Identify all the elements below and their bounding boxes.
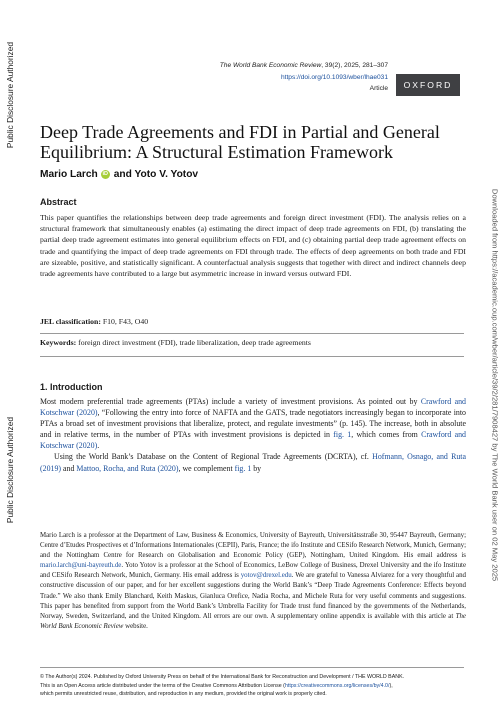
license-link[interactable]: https://creativecommons.org/licenses/by/4.0/: [284, 682, 390, 689]
figure-link[interactable]: fig. 1: [333, 430, 352, 440]
intro-body: [40, 396, 466, 474]
journal-info: [220, 60, 388, 95]
divider: [40, 333, 464, 334]
license-notice: © The Author(s) 2024. Published by Oxford University Press on behalf of the International Bank for Reconstruction and Development / THE WORLD BANK. This is an Open Access article distributed under the terms of the Creative Commons Attribution License (https://creativecommons.org/licenses/by/4.0/), which permits unrestricted reuse, distribution, and reproduction in any medium, provided the original work is properly cited.: [40, 674, 405, 698]
paper-title: Deep Trade Agreements and FDI in Partial and General Equilibrium: A Structural Estimation Framework: [40, 122, 440, 162]
doi-link[interactable]: https://doi.org/10.1093/wber/lhae031: [280, 73, 388, 81]
oxford-logo: OXFORD: [396, 74, 460, 96]
paragraph: Using the World Bank’s Database on the Content of Regional Trade Agreements (DCRTA), cf. Hofmann, Osnago, and Ruta (2019) and Mattoo, Rocha, and Ruta (2020), we complement fig. 1 by: [40, 452, 466, 473]
citation-link[interactable]: Crawford and Kotschwar (2020): [40, 430, 466, 451]
citation-link[interactable]: Crawford and Kotschwar (2020): [40, 397, 466, 418]
divider: [40, 667, 464, 668]
citation-link[interactable]: Mattoo, Rocha, and Ruta (2020): [76, 463, 179, 473]
abstract-heading: Abstract: [40, 197, 77, 207]
email-link[interactable]: yotov@drexel.edu: [240, 572, 292, 580]
disclosure-watermark-top: Public Disclosure Authorized: [5, 41, 15, 149]
author-line: [40, 169, 198, 180]
jel-classification: JEL classification: F10, F43, O40: [40, 317, 149, 326]
section-heading: 1. Introduction: [40, 382, 103, 392]
disclosure-watermark-bottom: Public Disclosure Authorized: [5, 416, 15, 524]
author-name: Mario Larch: [40, 169, 98, 180]
download-notice: Downloaded from https://academic.oup.com/wber/article/39/2/281/7908427 by The World Bank user on 02 May 2025: [490, 188, 500, 582]
abstract-text: This paper quantifies the relationships between deep trade agreements and foreign direct investment (FDI). The analysis relies on a structural framework that simultaneously enables (a) estimating the direct impact of deep trade agreements on FDI, (b) translating the partial deep trade agreement estimates into general equilibrium effects on FDI, and (c) obtaining partial deep trade agreement effects on trade and quantifying the impact of deep trade agreements on FDI through trade. The effects of deep agreements on both trade and FDI are sizeable, positive, and statistically significant. A counterfactual analysis suggests that together with direct and indirect channels deep trade agreements have contributed to a large but asymmetric increase in inward versus outward FDI.: [40, 213, 466, 279]
orcid-icon[interactable]: iD: [102, 171, 108, 177]
email-link[interactable]: mario.larch@uni-bayreuth.de: [40, 562, 122, 570]
author-footnote: Mario Larch is a professor at the Department of Law, Business & Economics, University of Bayreuth, Universitätsstraße 30, 95447 Bayreuth, Germany; Centre d’Etudes Prospectives et d’Informations Internationales (CEPII), Paris, France; the ifo Institute and CESifo Research Network, Munich, Germany; and the Nottingham Centre for Research on Globalisation and Economic Policy (GEP), Nottingham, United Kingdom. His email address is mario.larch@uni-bayreuth.de. Yoto Yotov is a professor at the School of Economics, LeBow College of Business, Drexel University and the ifo Institute and CESifo Research Network, Munich, Germany. His email address is yotov@drexel.edu. We are grateful to Vanessa Alviarez for a very thoughtful and constructive discussion of our paper, and for her excellent suggestions during the World Bank’s “Deep Trade Agreements Conference: Effects beyond Trade.” We also thank Emily Blanchard, Keith Maskus, Gianluca Orefice, Nadia Rocha, and Michele Ruta for very useful comments and suggestions. This paper has benefited from support from the World Bank’s Umbrella Facility for Trade trust fund financed by the governments of the Netherlands, Norway, Sweden, Switzerland, and the United Kingdom. All errors are our own. A supplementary online appendix is available with this article at The World Bank Economic Review website.: [40, 532, 466, 630]
author-name: and Yoto V. Yotov: [113, 169, 199, 180]
journal-title: The World Bank Economic Review: [219, 62, 322, 69]
paragraph: Most modern preferential trade agreements (PTAs) include a variety of investment provisions. As pointed out by Crawford and Kotschwar (2020), “Following the entry into force of NAFTA and the GATS, trade negotiators increasingly began to incorporate into PTAs a broad set of investment provisions that liberalize, protect, and regulate investments” (p. 145). The increase, both in absolute and in relative terms, in the number of PTAs with investment provisions is depicted in fig. 1, which comes from Crawford and Kotschwar (2020).: [40, 397, 466, 451]
divider: [40, 356, 464, 357]
citation-link[interactable]: Hofmann, Osnago, and Ruta (2019): [40, 452, 466, 473]
figure-link[interactable]: fig. 1: [234, 463, 252, 473]
journal-citation: , 39(2), 2025, 281–307: [321, 62, 388, 69]
article-type: Article: [369, 85, 388, 92]
keywords: Keywords: foreign direct investment (FDI), trade liberalization, deep trade agreements: [40, 338, 311, 347]
